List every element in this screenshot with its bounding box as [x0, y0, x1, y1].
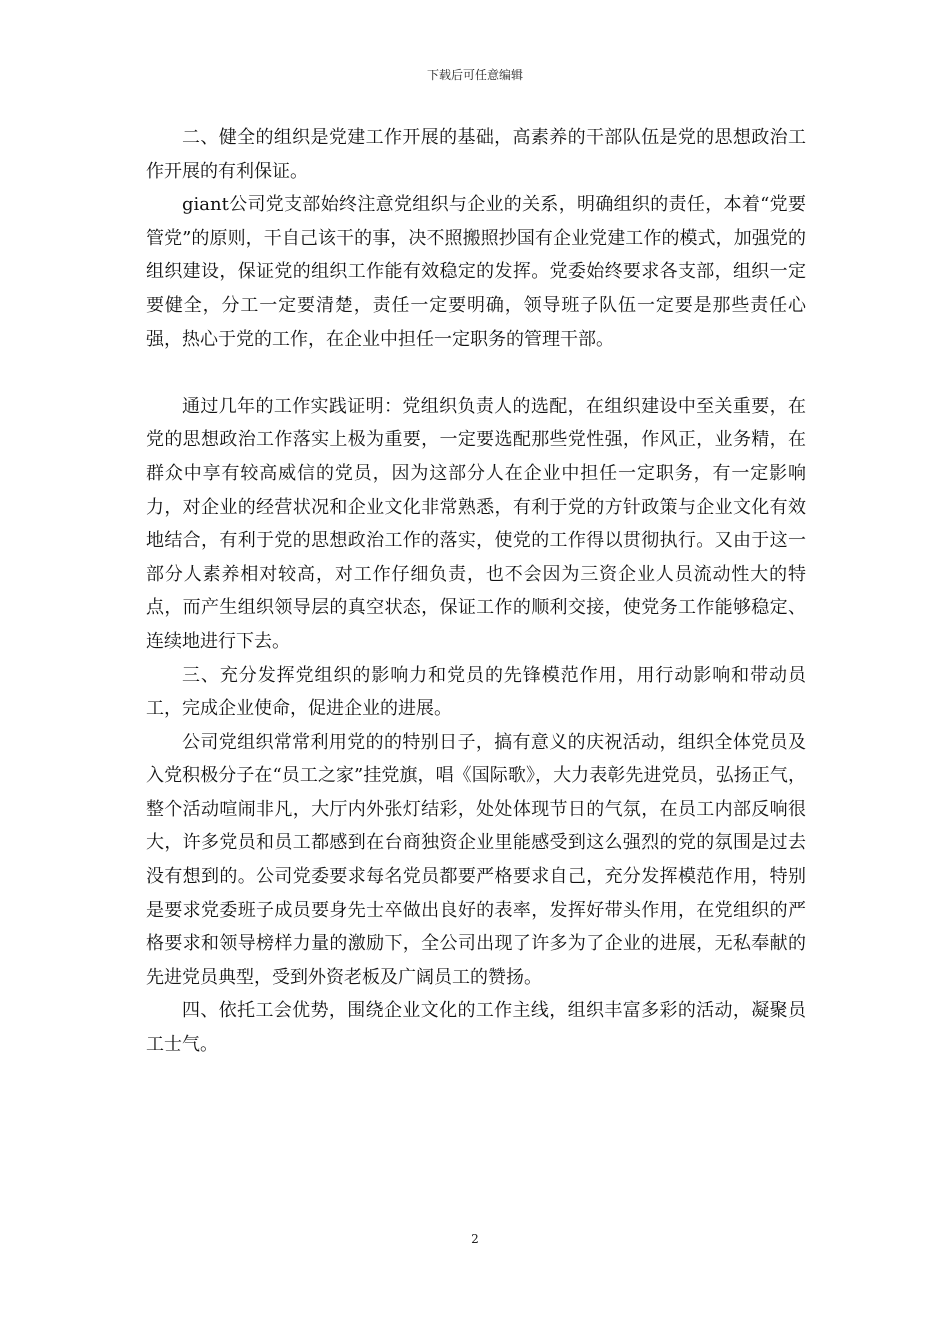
- paragraph-work-practice: 通过几年的工作实践证明：党组织负责人的选配，在组织建设中至关重要，在党的思想政治工作落实上极为重要，一定要选配那些党性强，作风正，业务精，在群众中享有较高威信的党员，因为这部分人在企业中担任一定职务，有一定影响力，对企业的经营状况和企业文化非常熟悉，有利于党的方针政策与企业文化有效地结合，有利于党的思想政治工作的落实，使党的工作得以贯彻执行。又由于这一部分人素养相对较高，对工作仔细负责，也不会因为三资企业人员流动性大的特点，而产生组织领导层的真空状态，保证工作的顺利交接，使党务工作能够稳定、连续地进行下去。: [146, 395, 806, 652]
- paragraph-celebration-activities: 公司党组织常常利用党的的特别日子，搞有意义的庆祝活动，组织全体党员及入党积极分子在“员工之家”挂党旗，唱《国际歌》，大力表彰先进党员，弘扬正气，整个活动喧闹非凡，大厅内外张灯结彩，处处体现节日的气氛，在员工内部反响很大，许多党员和员工都感到在台商独资企业里能感受到这么强烈的党的氛围是过去没有想到的。公司党委要求每名党员都要严格要求自己，充分发挥模范作用，特别是要求党委班子成员要身先士卒做出良好的表率，发挥好带头作用，在党组织的严格要求和领导榜样力量的激励下，全公司出现了许多为了企业的进展，无私奉献的先进党员典型，受到外资老板及广阔员工的赞扬。: [146, 731, 806, 988]
- page-header: 下载后可任意编辑: [426, 68, 523, 82]
- page-number: 2: [471, 1232, 479, 1246]
- paragraph-gap: [146, 356, 806, 390]
- paragraph-section-two-heading: 二、健全的组织是党建工作开展的基础，高素养的干部队伍是党的思想政治工作开展的有利保证。: [146, 127, 806, 182]
- paragraph-section-four-heading: 四、依托工会优势，围绕企业文化的工作主线，组织丰富多彩的活动，凝聚员工士气。: [146, 1000, 806, 1056]
- document-body: [146, 121, 806, 1062]
- paragraph-section-three-heading: 三、充分发挥党组织的影响力和党员的先锋模范作用，用行动影响和带动员工，完成企业使命，促进企业的进展。: [146, 664, 806, 720]
- paragraph-giant-party-branch: giant公司党支部始终注意党组织与企业的关系，明确组织的责任，本着“党要管党”的原则，干自己该干的事，决不照搬照抄国有企业党建工作的模式，加强党的组织建设，保证党的组织工作能有效稳定的发挥。党委始终要求各支部，组织一定要健全，分工一定要清楚，责任一定要明确，领导班子队伍一定要是那些责任心强，热心于党的工作，在企业中担任一定职务的管理干部。: [146, 194, 806, 350]
